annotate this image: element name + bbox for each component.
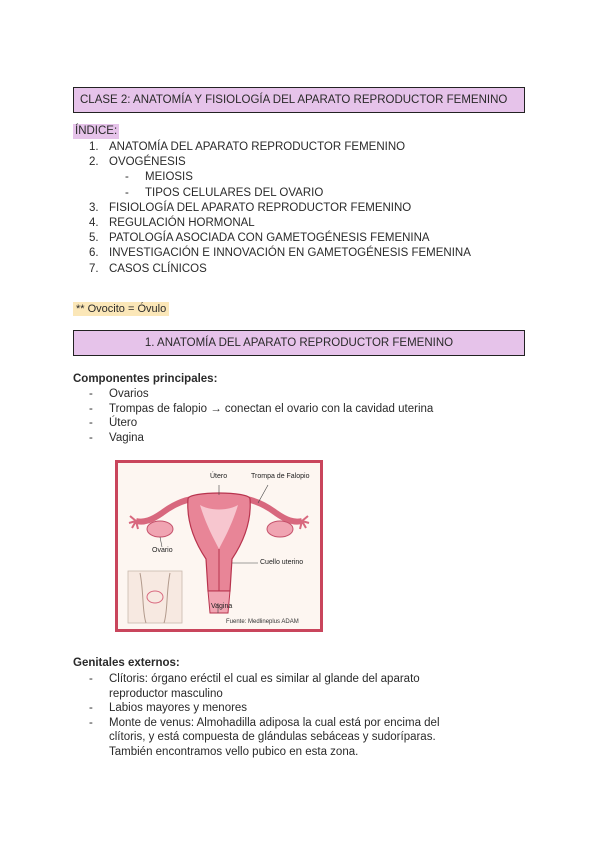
index-heading: ÍNDICE:	[75, 125, 118, 137]
list-item: - Útero	[89, 417, 138, 429]
label-ovario: Ovario	[152, 547, 173, 554]
list-item: - Clítoris: órgano eréctil el cual es similar al glande del aparato reproductor masculino	[89, 673, 420, 700]
genitales-list	[73, 672, 440, 759]
componentes-heading: Componentes principales:	[73, 373, 218, 385]
anatomy-figure	[115, 460, 323, 632]
note-ovocito: ** Ovocito = Óvulo	[73, 302, 169, 316]
label-utero: Útero	[210, 473, 228, 480]
list-item: - Trompas de falopio → conectan el ovario con la cavidad uterina	[89, 402, 434, 415]
label-cuello: Cuello uterino	[260, 559, 304, 566]
list-item: - Monte de venus: Almohadilla adiposa la cual está por encima del clítoris, y está compuesta de glándulas sebáceas y sudoríparas. También encontramos vello pubico en esta zona.	[89, 716, 440, 758]
genitales-heading: Genitales externos:	[73, 657, 180, 669]
label-trompa: Trompa de Falopio	[251, 473, 310, 480]
section-title: 1. ANATOMÍA DEL APARATO REPRODUCTOR FEMENINO	[73, 330, 525, 356]
componentes-list	[73, 387, 433, 445]
document-title: CLASE 2: ANATOMÍA Y FISIOLOGÍA DEL APARATO REPRODUCTOR FEMENINO	[73, 87, 525, 113]
document-page: CLASE 2: ANATOMÍA Y FISIOLOGÍA DEL APARATO REPRODUCTOR FEMENINO ÍNDICE: 1. ANATOMÍA DEL APARATO REPRODUCTOR FEMENINO 2. OVOGÉNESIS - MEIOSIS - TIPOS CELULARES DEL OVARIO 3. FISIOLOGÍA DEL APARATO REPRODUCTOR FEMENINO 4. REGULACIÓN HORMONAL 5. PATOLOGÍA ASOCIADA CON GAMETOGÉNESIS FEMENINA 6. INVESTIGACIÓN E INNOVACIÓN EN GAMETOGÉNESIS FEMENINA 7. CASOS CLÍNICOS ** Ovocito = Óvulo 1. ANATOMÍA DEL APARATO REPRODUCTOR FEMENINO Componentes principales: - Ovarios - Trompas de falopio → conectan el ovario con la cavidad uterina - Útero - Vagina Útero Trompa de Falopio Ovario Cuello uterino Vagina Fuente: Medlineplus ADAM Genitales externos: - Clítoris: órgano eréctil el cual es similar al glande del aparato reproductor masculino - Labios mayores y menores - Monte de venus: Almohadilla adiposa la cual está por encima del clítoris, y está compuesta de glándulas sebáceas y sudoríparas. También encontramos vello pubico en esta zona.	[0, 0, 600, 848]
label-vagina: Vagina	[211, 603, 233, 610]
list-item: - Vagina	[89, 431, 144, 444]
list-item: - Labios mayores y menores	[89, 702, 248, 714]
figure-credit: Fuente: Medlineplus ADAM	[226, 619, 299, 625]
list-item: - Ovarios	[89, 388, 149, 400]
